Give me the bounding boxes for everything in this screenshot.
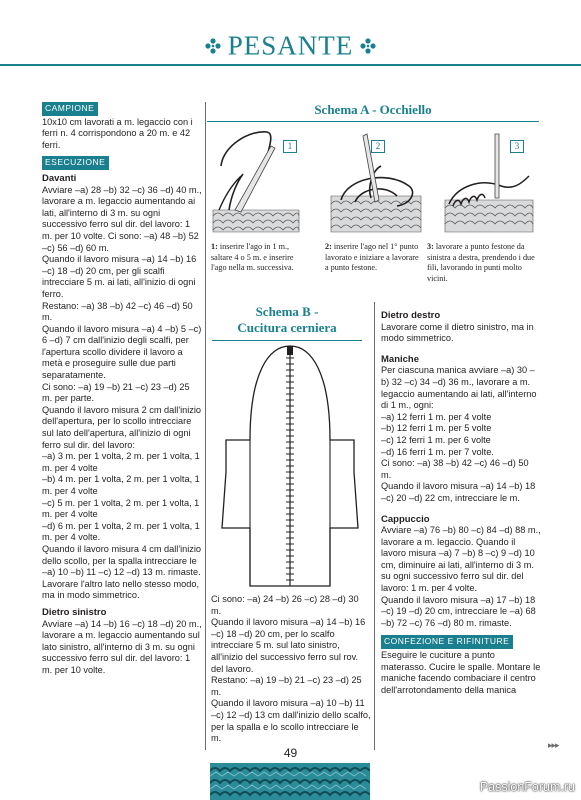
maniche-para: –d) 16 ferri 1 m. per 7 volte. [381, 446, 494, 457]
schema-b-title: Schema B - Cucitura cerniera [237, 304, 337, 335]
schema-a-panel [207, 102, 539, 292]
page-title: PESANTE [0, 28, 581, 61]
davanti-para: Quando il lavoro misura –a) 4 –b) 5 –c) 6 –d) 7 cm dall'inizio degli scalfi, per l'apertura scollo dividere il lavoro a metà e proseguire sulle due parti separatamente. [42, 323, 202, 381]
column-rule-left [205, 102, 206, 750]
cappuccio-heading: Cappuccio [381, 513, 430, 525]
maniche-para: –b) 12 ferri 1 m. per 5 volte [381, 423, 492, 434]
confezione-text: Eseguire le cuciture a punto materasso. Cucire le spalle. Montare le maniche facendo combaciare il centro dell'arrotondamento della manica [381, 650, 541, 695]
left-column [42, 102, 202, 677]
davanti-para: –a) 3 m. per 1 volta, 2 m. per 1 volta, 1 m. per 4 volte [42, 451, 200, 473]
maniche-para: –a) 12 ferri 1 m. per 4 volte [381, 411, 492, 422]
step-number: 1 [283, 140, 297, 153]
section-esecuzione: ESECUZIONE [42, 156, 109, 170]
davanti-para: Restano: –a) 38 –b) 42 –c) 46 –d) 50 m. [42, 300, 193, 323]
davanti-para: –b) 4 m. per 1 volta, 2 m. per 1 volta, 1 m. per 4 volte [42, 474, 200, 496]
step-caption: 1: inserire l'ago in 1 m., saltare 4 o 5 m. e inserire l'ago nella m. successiva. [211, 242, 294, 273]
hoodie-zipper-diagram [212, 344, 368, 590]
mid-para: Quando il lavoro misura –a) 10 –b) 11 –c) 12 –d) 13 cm dall'inizio dello scalfo, per la spalla e lo scollo intrecciare le m. [211, 698, 371, 744]
section-confezione: CONFEZIONE E RIFINITURE [381, 635, 513, 649]
schema-a-title: Schema A - Occhiello [314, 102, 432, 117]
step-number: 3 [510, 140, 524, 153]
davanti-para: Quando il lavoro misura 2 cm dall'inizio dell'apertura, per lo scollo intrecciare sul lato dell'apertura, all'inizio di ogni ferro sul dir. del lavoro: [42, 404, 202, 450]
mid-para: Ci sono: –a) 24 –b) 26 –c) 28 –d) 30 m. [211, 594, 359, 616]
cappuccio-para: Avviare –a) 76 –b) 80 –c) 84 –d) 88 m., lavorare a m. legaccio. Quando il lavoro misura –a) 7 –b) 8 –c) 9 –d) 10 cm, diminuire ai lati, all'interno di 3 m. su ogni successivo ferro sul dir. del lavoro: 1 m. per 4 volte. [381, 525, 541, 594]
flower-ornament-icon [205, 38, 221, 54]
dietro-sinistro-heading: Dietro sinistro [42, 606, 107, 618]
dietro-destro-heading: Dietro destro [381, 310, 441, 321]
davanti-para: Quando il lavoro misura 4 cm dall'inizio dello scollo, per la spalla intrecciare le –a) 10 –b) 11 –c) 12 –d) 13 m. rimaste. [42, 543, 202, 578]
middle-column [211, 594, 371, 745]
campione-text: 10x10 cm lavorati a m. legaccio con i ferri n. 4 corrispondono a 20 m. e 42 ferri. [42, 116, 193, 150]
maniche-para: Quando il lavoro misura –a) 14 –b) 18 –c) 20 –d) 22 cm, intrecciare le m. [381, 481, 536, 503]
flower-ornament-icon [360, 38, 376, 54]
continue-arrow-icon: ▸▸▸ [548, 740, 559, 750]
header-rule [0, 64, 581, 66]
dietro-destro-text: Lavorare come il dietro sinistro, ma in modo simmetrico. [381, 321, 534, 344]
maniche-heading: Maniche [381, 353, 420, 365]
step-number: 2 [371, 140, 385, 153]
knit-texture-band [210, 763, 370, 800]
dietro-sinistro-text: Avviare –a) 14 –b) 16 –c) 18 –d) 20 m., lavorare a m. legaccio aumentando sul lato sinistro, all'interno di 3 m. su ogni successivo ferro sul dir. del lavoro: 1 m. per 10 volte. [42, 618, 202, 675]
page-header [0, 0, 581, 64]
maniche-para: Per ciascuna manica avviare –a) 30 –b) 32 –c) 34 –d) 36 m., lavorare a m. legaccio aumentando ai lati, all'interno di 1 m., ogni: [381, 365, 537, 411]
davanti-para: Ci sono: –a) 19 –b) 21 –c) 23 –d) 25 m. per parte. [42, 381, 190, 404]
page-number: 49 [283, 746, 298, 760]
step-caption: 3: lavorare a punto festone da sinistra a destra, prendendo i due fili, lavorando in punti molto vicini. [427, 242, 535, 283]
right-column [381, 310, 541, 696]
davanti-para: –c) 5 m. per 1 volta, 2 m. per 1 volta, 1 m. per 4 volte [42, 497, 200, 520]
section-campione: CAMPIONE [42, 102, 98, 116]
maniche-para: Ci sono: –a) 38 –b) 42 –c) 46 –d) 50 m. [381, 458, 529, 480]
mid-para: Quando il lavoro misura –a) 14 –b) 16 –c) 18 –d) 20 cm, per lo scalfo intrecciare 5 m. sul lato sinistro, all'inizio del successivo ferro sul rov. del lavoro. [211, 617, 366, 674]
schema-a-rule [207, 121, 539, 122]
column-rule-right [374, 302, 375, 750]
schema-b-rule [212, 340, 362, 341]
mid-para: Restano: –a) 19 –b) 21 –c) 23 –d) 25 m. [211, 675, 362, 697]
watermark: PassionForum.ru [479, 780, 575, 794]
davanti-para: Avviare –a) 28 –b) 32 –c) 36 –d) 40 m., lavorare a m. legaccio aumentando ai lati, all'interno di 3 m. su ogni successivo ferro sul dir. del lavoro: 1 m. per 10 volte. Ci sono: –a) 48 –b) 52 –c) 56 –d) 60 m. [42, 184, 202, 253]
davanti-para: Lavorare l'altro lato nello stesso modo, ma in modo simmetrico. [42, 578, 200, 601]
cappuccio-para: Quando il lavoro misura –a) 17 –b) 18 –c) 19 –d) 20 cm, intrecciare le –a) 68 –b) 72 –c) 76 –d) 80 m. rimaste. [381, 594, 536, 628]
knit-illustration-step-3 [441, 126, 539, 234]
maniche-para: –c) 12 ferri 1 m. per 6 volte [381, 434, 491, 445]
davanti-para: Quando il lavoro misura –a) 14 –b) 16 –c) 18 –d) 20 cm, per gli scalfi intrecciare 5 m. ai lati, all'inizio di ogni ferro. [42, 254, 197, 299]
step-caption: 2: inserire l'ago nel 1° punto lavorato e iniziare a lavorare a punto festone. [325, 242, 419, 273]
davanti-para: –d) 6 m. per 1 volta, 2 m. per 1 volta, 1 m. per 4 volte. [42, 520, 200, 543]
davanti-heading: Davanti [42, 172, 77, 184]
